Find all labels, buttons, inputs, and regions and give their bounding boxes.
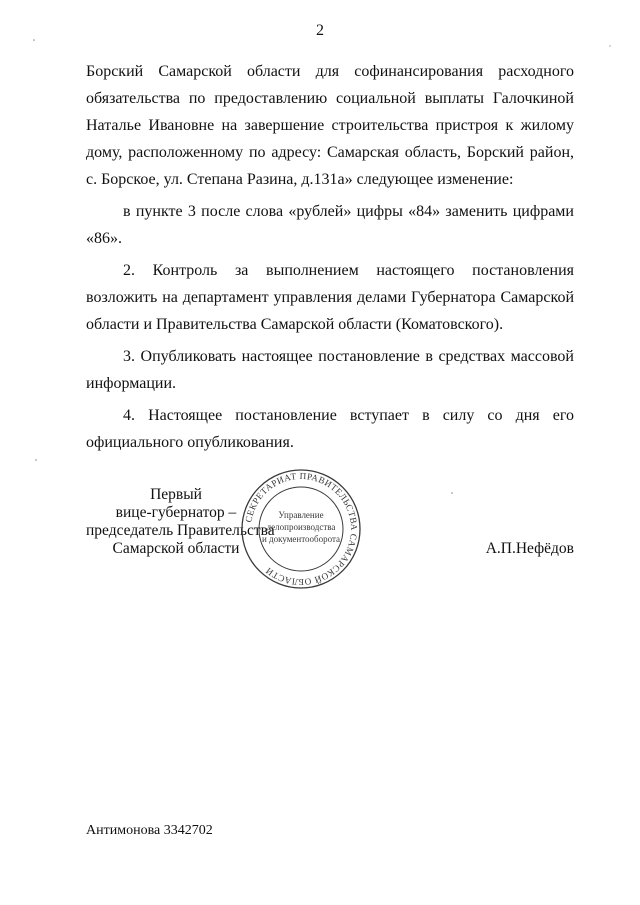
paragraph-continuation: Борский Самарской области для софинансирования расходного обязательства по предоставлению социальной выплаты Галочкиной Наталье Ивановне на завершение строительства пристроя к жилому дому, расположенному по адресу: Самарская область, Борский район, с. Борское, ул. Степана Разина, д.131а» следующее изменение: [86,63,574,188]
paragraph-publication: 3. Опубликовать настоящее постановление в средствах массовой информации. [86,348,574,392]
stamp-line: делопроизводства [266,522,336,532]
document-body [86,58,574,456]
stamp-line: Управление [278,510,324,520]
paragraph-amendment: в пункте 3 после слова «рублей» цифры «84» заменить цифрами «86». [86,203,574,247]
signatory-title-line: Самарской области [112,540,240,557]
page-number: 2 [316,22,324,39]
executor-contact: Антимонова 3342702 [86,823,213,838]
scan-speck [451,492,453,494]
signer-name: А.П.Нефёдов [485,540,574,557]
official-stamp [240,468,362,590]
signatory-title [86,486,275,558]
scan-speck [35,459,37,461]
signatory-title-line: вице-губернатор – [115,504,237,521]
paragraph-control: 2. Контроль за выполнением настоящего постановления возложить на департамент управления делами Губернатора Самарской области и Правительства Самарской области (Коматовского). [86,262,574,333]
stamp-line: и документооборота [261,534,341,544]
scan-speck [609,45,610,46]
signatory-title-line: председатель Правительства [86,522,275,539]
paragraph-effective-date: 4. Настоящее постановление вступает в силу со дня его официального опубликования. [86,407,574,451]
signatory-title-line: Первый [150,486,202,503]
stamp-ring-text: СЕКРЕТАРИАТ ПРАВИТЕЛЬСТВА САМАРСКОЙ ОБЛАСТИ [243,470,360,588]
